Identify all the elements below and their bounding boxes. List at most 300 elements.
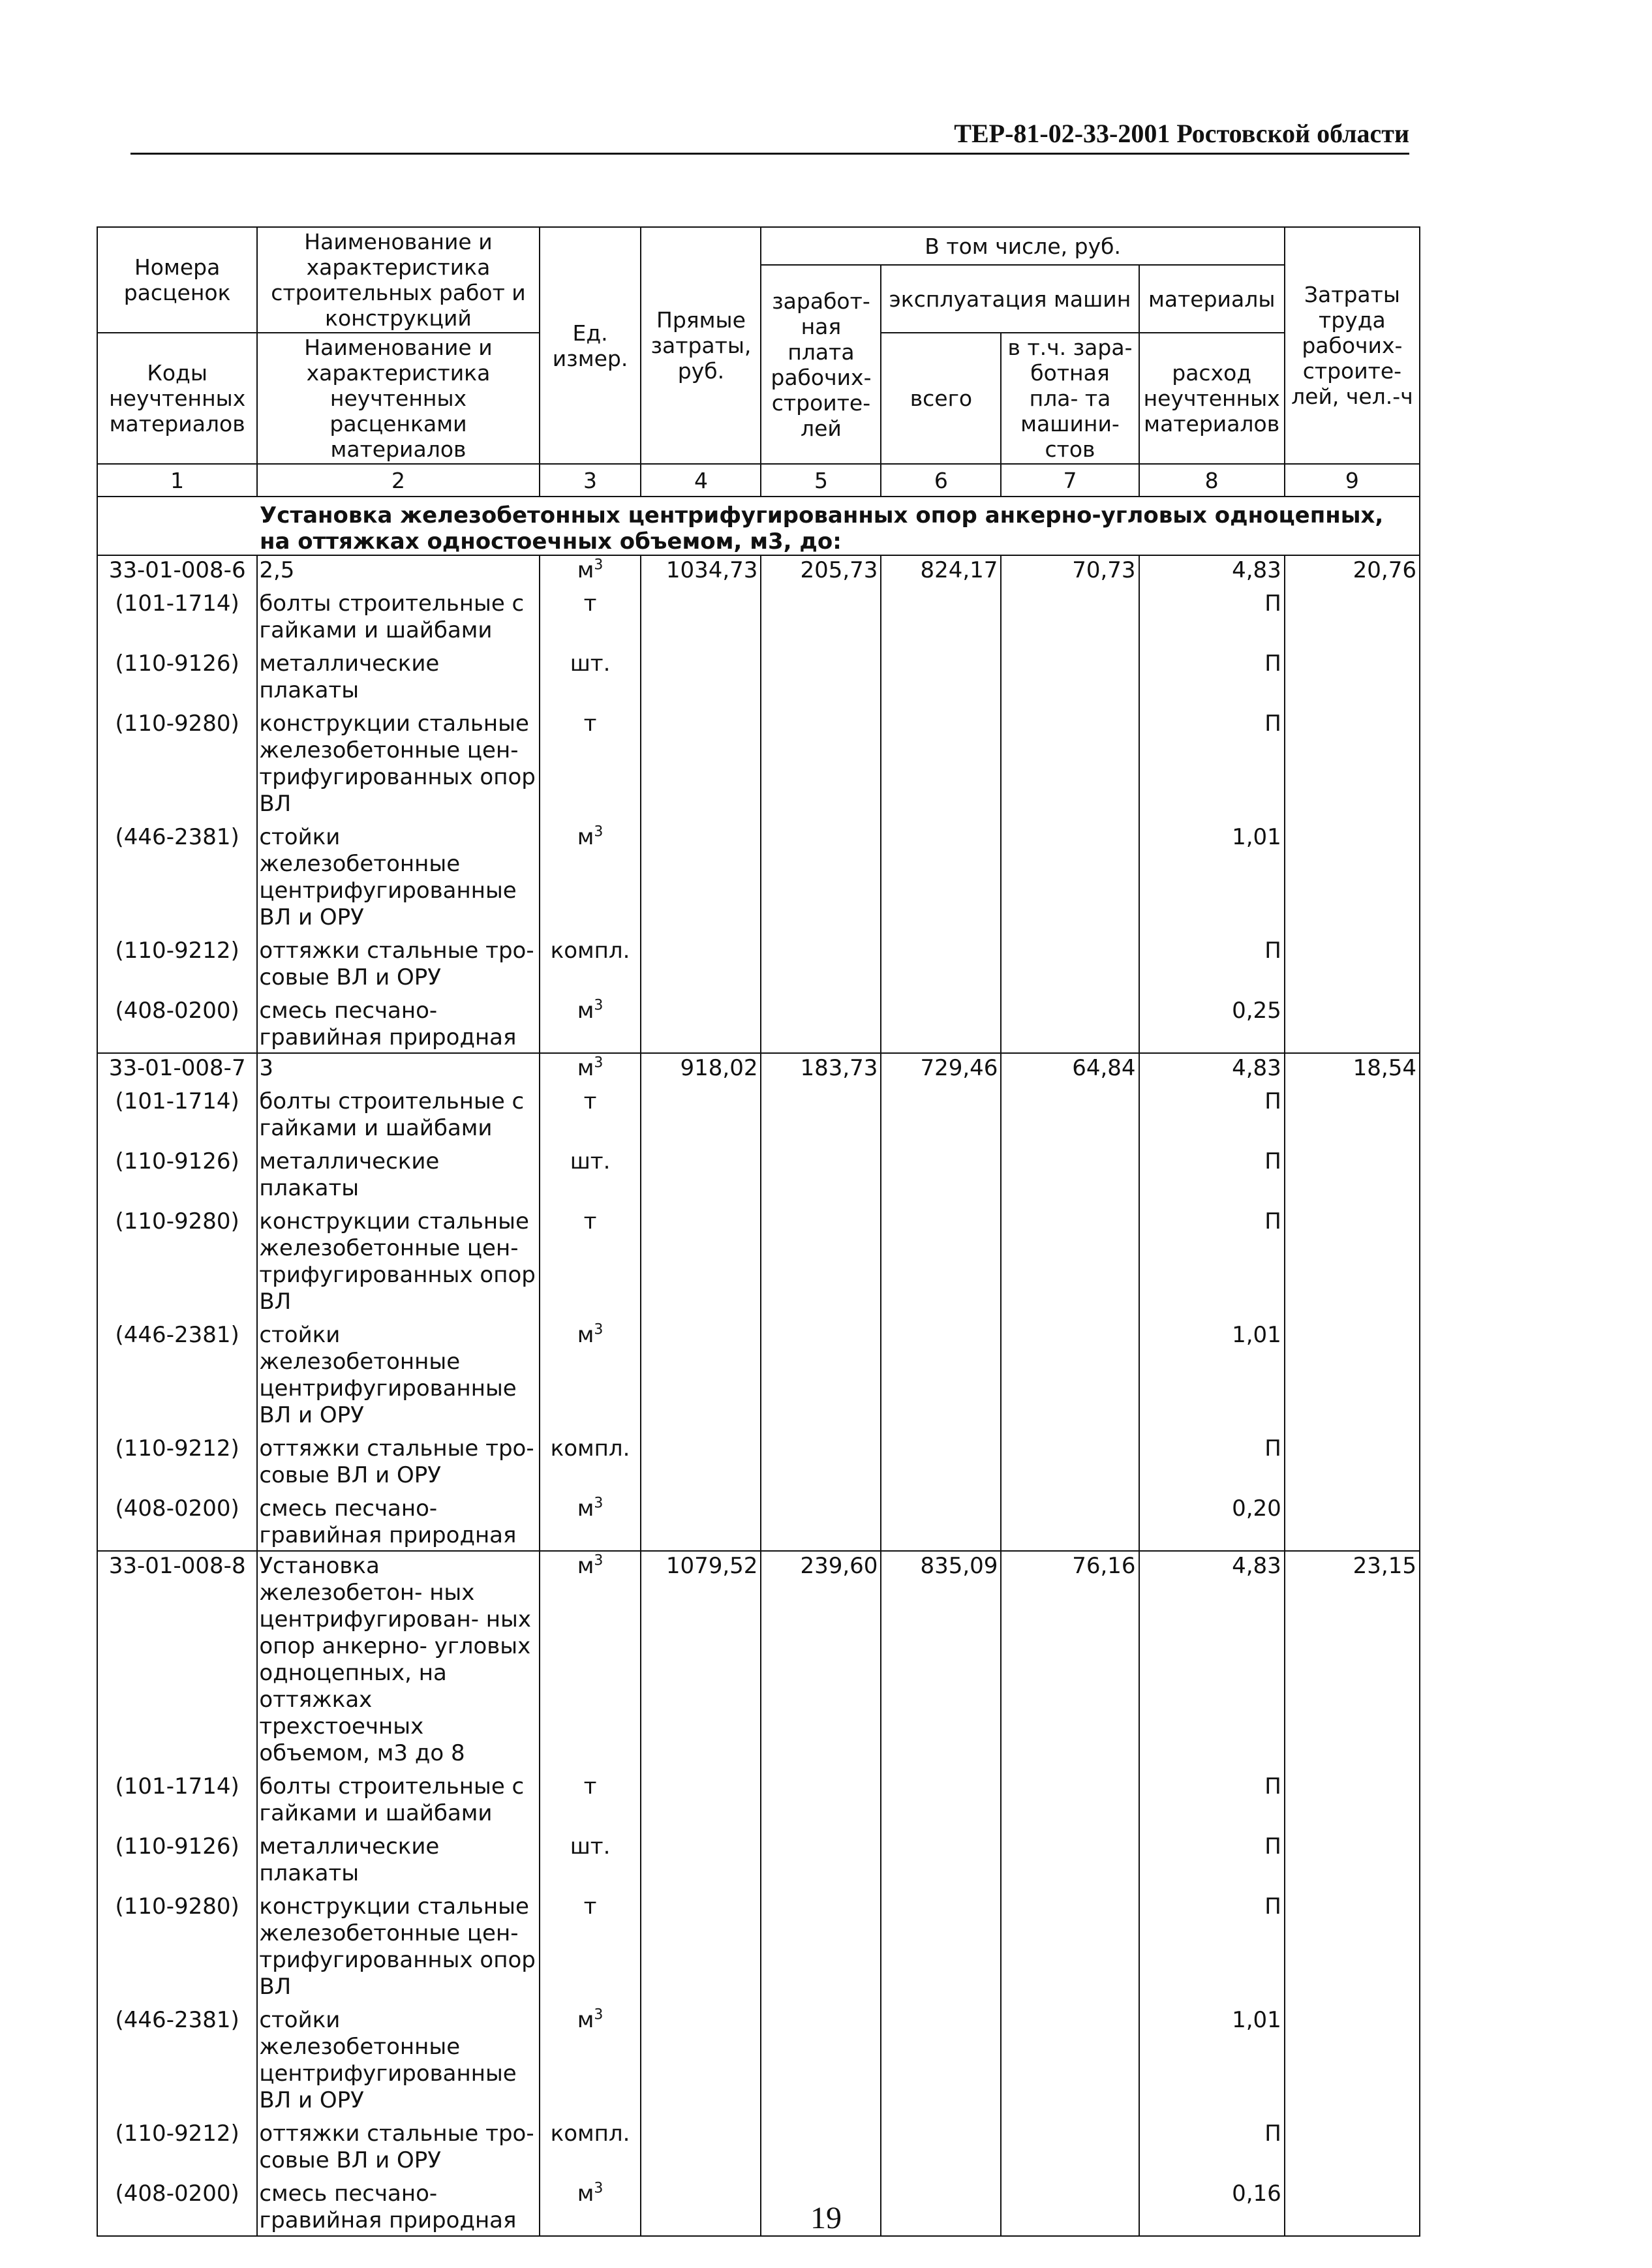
- col-wages: заработ- ная плата рабочих- строите- лей: [761, 265, 881, 464]
- material-row: [97, 992, 1420, 1053]
- material-code-value: (110-9126): [115, 1148, 239, 1174]
- col-labor: Затраты труда рабочих- строите- лей, чел.-ч: [1285, 227, 1420, 464]
- column-number: 5: [761, 464, 881, 497]
- material-name-value: болты строительные с гайками и шайбами: [259, 590, 525, 643]
- rate-row: [97, 1551, 1420, 1768]
- material-code-value: (408-0200): [115, 1495, 239, 1522]
- rate-name-value: 3: [259, 1055, 273, 1081]
- unit-exponent: 3: [594, 2006, 604, 2023]
- rate-materials-value: 4,83: [1232, 1055, 1281, 1081]
- material-name: [257, 932, 539, 992]
- rate-code: [97, 1551, 257, 1768]
- empty-cell: [1001, 1888, 1139, 2002]
- col-codes-uncounted: Коды неучтенных материалов: [97, 333, 257, 464]
- rate-group: [97, 1551, 1420, 2236]
- empty-cell: [881, 1083, 1001, 1143]
- empty-cell: [881, 1490, 1001, 1551]
- material-name-value: болты строительные с гайками и шайбами: [259, 1088, 525, 1141]
- empty-cell: [641, 1828, 761, 1888]
- empty-cell: [1001, 1203, 1139, 1317]
- rate-machine-total-value: 824,17: [920, 557, 998, 583]
- empty-cell: [1285, 932, 1420, 992]
- rate-unit-value: м: [577, 557, 594, 583]
- material-unit-value: шт.: [570, 1833, 611, 1860]
- material-unit-value: м: [577, 2181, 594, 2207]
- empty-cell: [1285, 1317, 1420, 1430]
- material-unit: [540, 1143, 641, 1203]
- rate-machine-total: [881, 1053, 1001, 1083]
- material-qty: [1139, 1317, 1285, 1430]
- material-unit: [540, 2115, 641, 2175]
- material-code-value: (110-9126): [115, 1833, 239, 1860]
- material-code-value: (110-9126): [115, 651, 239, 677]
- material-unit-value: т: [583, 1893, 597, 1920]
- material-name: [257, 585, 539, 645]
- material-name: [257, 705, 539, 819]
- empty-cell: [1001, 1490, 1139, 1551]
- rate-direct-costs: [641, 555, 761, 585]
- material-qty-value: 0,20: [1232, 1495, 1281, 1522]
- material-row: [97, 1143, 1420, 1203]
- rate-wages: [761, 1551, 881, 1768]
- column-numbers-row: [97, 464, 1420, 497]
- material-name-value: оттяжки стальные тро- совые ВЛ и ОРУ: [259, 938, 534, 990]
- material-qty: [1139, 1203, 1285, 1317]
- column-number: 3: [540, 464, 641, 497]
- material-name: [257, 1768, 539, 1828]
- col-materials: материалы: [1139, 265, 1285, 333]
- material-qty-value: П: [1264, 1833, 1281, 1860]
- material-unit: [540, 645, 641, 705]
- material-code: [97, 705, 257, 819]
- unit-exponent: 3: [594, 1054, 604, 1071]
- empty-cell: [1285, 1768, 1420, 1828]
- rate-group: [97, 1053, 1420, 1551]
- empty-cell: [1001, 2002, 1139, 2115]
- empty-cell: [881, 705, 1001, 819]
- material-unit-value: т: [583, 1773, 597, 1800]
- rate-unit-value: м: [577, 1055, 594, 1081]
- rate-machine-total: [881, 555, 1001, 585]
- column-number: 4: [641, 464, 761, 497]
- col-machine-wages: в т.ч. зара- ботная пла- та машини- стов: [1001, 333, 1139, 464]
- empty-cell: [1001, 585, 1139, 645]
- empty-cell: [761, 992, 881, 1053]
- rate-materials: [1139, 555, 1285, 585]
- rate-labor-value: 18,54: [1353, 1055, 1416, 1081]
- empty-cell: [1285, 2002, 1420, 2115]
- empty-cell: [1001, 819, 1139, 932]
- rate-machine-total-value: 729,46: [920, 1055, 998, 1081]
- rate-labor-value: 23,15: [1353, 1553, 1416, 1579]
- material-qty-value: П: [1264, 1148, 1281, 1174]
- material-name: [257, 1083, 539, 1143]
- material-qty-value: П: [1264, 590, 1281, 617]
- material-name-value: оттяжки стальные тро- совые ВЛ и ОРУ: [259, 2121, 534, 2173]
- rates-table: [97, 226, 1420, 2237]
- material-qty: [1139, 1888, 1285, 2002]
- col-work-name: Наименование и характеристика строительных работ и конструкций: [257, 227, 539, 333]
- empty-cell: [641, 1768, 761, 1828]
- empty-cell: [641, 1203, 761, 1317]
- empty-cell: [641, 1143, 761, 1203]
- material-row: [97, 2002, 1420, 2115]
- material-code: [97, 1490, 257, 1551]
- empty-cell: [761, 585, 881, 645]
- material-code: [97, 1828, 257, 1888]
- rate-group: [97, 555, 1420, 1053]
- rate-machine-wages-value: 70,73: [1072, 557, 1136, 583]
- empty-cell: [1001, 1317, 1139, 1430]
- material-code-value: (408-0200): [115, 998, 239, 1024]
- rate-labor-value: 20,76: [1353, 557, 1416, 583]
- empty-cell: [761, 2115, 881, 2175]
- empty-cell: [881, 2115, 1001, 2175]
- material-name: [257, 1430, 539, 1490]
- material-code: [97, 1203, 257, 1317]
- material-code: [97, 992, 257, 1053]
- rate-labor: [1285, 555, 1420, 585]
- empty-cell: [1285, 819, 1420, 932]
- col-incl: В том числе, руб.: [761, 227, 1284, 265]
- material-unit: [540, 1083, 641, 1143]
- empty-cell: [1285, 705, 1420, 819]
- rate-direct-costs-value: 1034,73: [665, 557, 758, 583]
- empty-cell: [761, 645, 881, 705]
- material-name: [257, 1490, 539, 1551]
- rate-code-value: 33-01-008-8: [108, 1553, 246, 1579]
- material-name: [257, 2002, 539, 2115]
- empty-cell: [761, 932, 881, 992]
- empty-cell: [761, 819, 881, 932]
- material-code: [97, 819, 257, 932]
- unit-exponent: 3: [594, 1552, 604, 1569]
- document-header: [130, 121, 1409, 155]
- empty-cell: [641, 1430, 761, 1490]
- empty-cell: [761, 1888, 881, 2002]
- rate-materials: [1139, 1053, 1285, 1083]
- page-number: 19: [810, 2201, 842, 2235]
- material-unit-value: т: [583, 711, 597, 737]
- material-qty-value: 0,16: [1232, 2181, 1281, 2207]
- material-name-value: металлические плакаты: [259, 651, 440, 703]
- material-name-value: болты строительные с гайками и шайбами: [259, 1773, 525, 1826]
- rate-materials-value: 4,83: [1232, 1553, 1281, 1579]
- rate-labor: [1285, 1551, 1420, 1768]
- col-machine-total: всего: [881, 333, 1001, 464]
- section-title: Установка железобетонных центрифугированных опор анкерно-угловых одноцепных, на оттяжках одностоечных объемом, м3, до:: [97, 497, 1420, 555]
- rate-name: [257, 1551, 539, 1768]
- material-name: [257, 1203, 539, 1317]
- material-name-value: стойки железобетонные центрифугированные ВЛ и ОРУ: [259, 824, 517, 930]
- rate-code-value: 33-01-008-6: [108, 557, 246, 583]
- material-name-value: стойки железобетонные центрифугированные ВЛ и ОРУ: [259, 2007, 517, 2113]
- rate-wages: [761, 555, 881, 585]
- empty-cell: [1285, 1828, 1420, 1888]
- material-code-value: (101-1714): [115, 1088, 239, 1114]
- material-row: [97, 2115, 1420, 2175]
- material-qty: [1139, 1828, 1285, 1888]
- material-qty: [1139, 1083, 1285, 1143]
- empty-cell: [1285, 585, 1420, 645]
- material-unit: [540, 992, 641, 1053]
- material-name-value: смесь песчано- гравийная природная: [259, 1495, 517, 1548]
- material-unit: [540, 1888, 641, 2002]
- empty-cell: [641, 1083, 761, 1143]
- material-unit: [540, 819, 641, 932]
- material-code-value: (110-9212): [115, 2121, 239, 2147]
- material-unit: [540, 705, 641, 819]
- column-number: 6: [881, 464, 1001, 497]
- material-qty-value: П: [1264, 1088, 1281, 1114]
- empty-cell: [881, 1430, 1001, 1490]
- rate-name: [257, 1053, 539, 1083]
- empty-cell: [1285, 1143, 1420, 1203]
- material-name-value: металлические плакаты: [259, 1833, 440, 1886]
- material-row: [97, 932, 1420, 992]
- col-machine-ops: эксплуатация машин: [881, 265, 1139, 333]
- rate-direct-costs-value: 1079,52: [665, 1553, 758, 1579]
- material-qty-value: П: [1264, 1893, 1281, 1920]
- material-name: [257, 1317, 539, 1430]
- empty-cell: [641, 1317, 761, 1430]
- material-code: [97, 2002, 257, 2115]
- material-code: [97, 1317, 257, 1430]
- empty-cell: [1285, 1430, 1420, 1490]
- empty-cell: [881, 992, 1001, 1053]
- empty-cell: [1001, 932, 1139, 992]
- empty-cell: [1285, 1083, 1420, 1143]
- material-code-value: (446-2381): [115, 2007, 239, 2033]
- unit-exponent: 3: [594, 2180, 604, 2197]
- material-name: [257, 1828, 539, 1888]
- material-qty: [1139, 585, 1285, 645]
- empty-cell: [1285, 1203, 1420, 1317]
- material-row: [97, 1828, 1420, 1888]
- empty-cell: [881, 1828, 1001, 1888]
- material-row: [97, 705, 1420, 819]
- material-unit-value: шт.: [570, 651, 611, 677]
- material-row: [97, 1888, 1420, 2002]
- material-name-value: оттяжки стальные тро- совые ВЛ и ОРУ: [259, 1435, 534, 1488]
- empty-cell: [881, 645, 1001, 705]
- rate-direct-costs: [641, 1053, 761, 1083]
- material-code-value: (101-1714): [115, 1773, 239, 1800]
- material-unit-value: т: [583, 590, 597, 617]
- material-unit-value: м: [577, 1322, 594, 1348]
- material-unit-value: компл.: [550, 1435, 630, 1462]
- empty-cell: [1001, 1430, 1139, 1490]
- empty-cell: [1285, 2115, 1420, 2175]
- empty-cell: [881, 585, 1001, 645]
- material-code-value: (110-9280): [115, 1208, 239, 1234]
- material-row: [97, 1317, 1420, 1430]
- material-code: [97, 1083, 257, 1143]
- rate-name-value: Установка железобетон- ных центрифугирован- ных опор анкерно- угловых одноцепных, на оттяжках трехстоечных объемом, м3 до 8: [259, 1553, 531, 1766]
- empty-cell: [641, 1490, 761, 1551]
- material-name-value: конструкции стальные железобетонные цен- трифугированных опор ВЛ: [259, 1893, 536, 2000]
- empty-cell: [641, 819, 761, 932]
- rate-wages: [761, 1053, 881, 1083]
- empty-cell: [761, 1083, 881, 1143]
- empty-cell: [881, 819, 1001, 932]
- material-code-value: (446-2381): [115, 1322, 239, 1348]
- rate-code: [97, 1053, 257, 1083]
- material-unit: [540, 2002, 641, 2115]
- empty-cell: [761, 1430, 881, 1490]
- empty-cell: [761, 1143, 881, 1203]
- column-number: 1: [97, 464, 257, 497]
- empty-cell: [1001, 1143, 1139, 1203]
- empty-cell: [881, 2002, 1001, 2115]
- material-row: [97, 1083, 1420, 1143]
- material-row: [97, 1768, 1420, 1828]
- col-rate-numbers: Номера расценок: [97, 227, 257, 333]
- empty-cell: [761, 2002, 881, 2115]
- empty-cell: [641, 2115, 761, 2175]
- material-code-value: (446-2381): [115, 824, 239, 850]
- empty-cell: [881, 1317, 1001, 1430]
- rate-machine-wages-value: 76,16: [1072, 1553, 1136, 1579]
- material-code: [97, 932, 257, 992]
- col-uncounted-usage: расход неучтенных материалов: [1139, 333, 1285, 464]
- unit-exponent: 3: [594, 823, 604, 840]
- material-unit: [540, 1430, 641, 1490]
- material-unit-value: т: [583, 1208, 597, 1234]
- rate-name: [257, 555, 539, 585]
- material-unit: [540, 1490, 641, 1551]
- material-qty-value: П: [1264, 711, 1281, 737]
- empty-cell: [1285, 645, 1420, 705]
- material-qty: [1139, 705, 1285, 819]
- empty-cell: [1285, 1888, 1420, 2002]
- column-number: 9: [1285, 464, 1420, 497]
- material-code: [97, 2115, 257, 2175]
- material-code: [97, 1768, 257, 1828]
- empty-cell: [1001, 1828, 1139, 1888]
- unit-exponent: 3: [594, 1495, 604, 1512]
- empty-cell: [881, 932, 1001, 992]
- rate-wages-value: 205,73: [800, 557, 878, 583]
- material-code-value: (101-1714): [115, 590, 239, 617]
- material-code-value: (110-9212): [115, 938, 239, 964]
- empty-cell: [641, 932, 761, 992]
- empty-cell: [761, 1768, 881, 1828]
- material-row: [97, 585, 1420, 645]
- empty-cell: [641, 1888, 761, 2002]
- material-qty: [1139, 819, 1285, 932]
- material-name-value: стойки железобетонные центрифугированные ВЛ и ОРУ: [259, 1322, 517, 1428]
- material-qty: [1139, 932, 1285, 992]
- material-qty: [1139, 2115, 1285, 2175]
- column-number: 2: [257, 464, 539, 497]
- material-unit: [540, 1828, 641, 1888]
- material-code: [97, 645, 257, 705]
- material-name-value: металлические плакаты: [259, 1148, 440, 1201]
- material-name-value: конструкции стальные железобетонные цен- трифугированных опор ВЛ: [259, 711, 536, 817]
- unit-exponent: 3: [594, 1321, 604, 1338]
- material-unit-value: м: [577, 824, 594, 850]
- material-qty: [1139, 645, 1285, 705]
- rate-machine-total-value: 835,09: [920, 1553, 998, 1579]
- empty-cell: [1001, 1083, 1139, 1143]
- material-code-value: (110-9280): [115, 711, 239, 737]
- material-name: [257, 645, 539, 705]
- rate-machine-wages-value: 64,84: [1072, 1055, 1136, 1081]
- empty-cell: [641, 585, 761, 645]
- material-qty-value: 1,01: [1232, 824, 1281, 850]
- column-number: 7: [1001, 464, 1139, 497]
- material-code: [97, 1430, 257, 1490]
- material-unit-value: компл.: [550, 2121, 630, 2147]
- rate-code-value: 33-01-008-7: [108, 1055, 246, 1081]
- material-row: [97, 1430, 1420, 1490]
- empty-cell: [1001, 705, 1139, 819]
- material-qty: [1139, 1143, 1285, 1203]
- column-number: 8: [1139, 464, 1285, 497]
- rate-unit: [540, 555, 641, 585]
- material-code: [97, 1888, 257, 2002]
- material-unit: [540, 932, 641, 992]
- material-unit: [540, 585, 641, 645]
- material-name-value: конструкции стальные железобетонные цен- трифугированных опор ВЛ: [259, 1208, 536, 1315]
- material-unit-value: м: [577, 998, 594, 1024]
- material-qty-value: 1,01: [1232, 2007, 1281, 2033]
- rate-unit: [540, 1551, 641, 1768]
- empty-cell: [761, 705, 881, 819]
- empty-cell: [881, 1143, 1001, 1203]
- rate-wages-value: 239,60: [800, 1553, 878, 1579]
- material-name-value: смесь песчано- гравийная природная: [259, 2181, 517, 2233]
- material-code-value: (110-9280): [115, 1893, 239, 1920]
- material-qty-value: 0,25: [1232, 998, 1281, 1024]
- material-qty: [1139, 1768, 1285, 1828]
- material-unit-value: т: [583, 1088, 597, 1114]
- rate-machine-total: [881, 1551, 1001, 1768]
- rate-machine-wages: [1001, 1551, 1139, 1768]
- material-code: [97, 585, 257, 645]
- material-unit: [540, 1768, 641, 1828]
- rate-unit-value: м: [577, 1553, 594, 1579]
- empty-cell: [1001, 645, 1139, 705]
- material-code: [97, 1143, 257, 1203]
- table-header: [97, 227, 1420, 497]
- material-unit: [540, 1203, 641, 1317]
- material-qty: [1139, 2002, 1285, 2115]
- empty-cell: [761, 1317, 881, 1430]
- col-materials-name: Наименование и характеристика неучтенных расценками материалов: [257, 333, 539, 464]
- rate-direct-costs-value: 918,02: [680, 1055, 758, 1081]
- material-qty: [1139, 992, 1285, 1053]
- empty-cell: [881, 1203, 1001, 1317]
- material-name: [257, 992, 539, 1053]
- rate-wages-value: 183,73: [800, 1055, 878, 1081]
- material-name: [257, 2115, 539, 2175]
- material-code-value: (110-9212): [115, 1435, 239, 1462]
- material-unit: [540, 1317, 641, 1430]
- rate-row: [97, 555, 1420, 585]
- empty-cell: [761, 1490, 881, 1551]
- empty-cell: [1285, 1490, 1420, 1551]
- empty-cell: [761, 1828, 881, 1888]
- rate-machine-wages: [1001, 555, 1139, 585]
- empty-cell: [881, 1768, 1001, 1828]
- material-row: [97, 645, 1420, 705]
- material-row: [97, 1490, 1420, 1551]
- col-direct-costs: Прямые затраты, руб.: [641, 227, 761, 464]
- rate-materials: [1139, 1551, 1285, 1768]
- empty-cell: [881, 1888, 1001, 2002]
